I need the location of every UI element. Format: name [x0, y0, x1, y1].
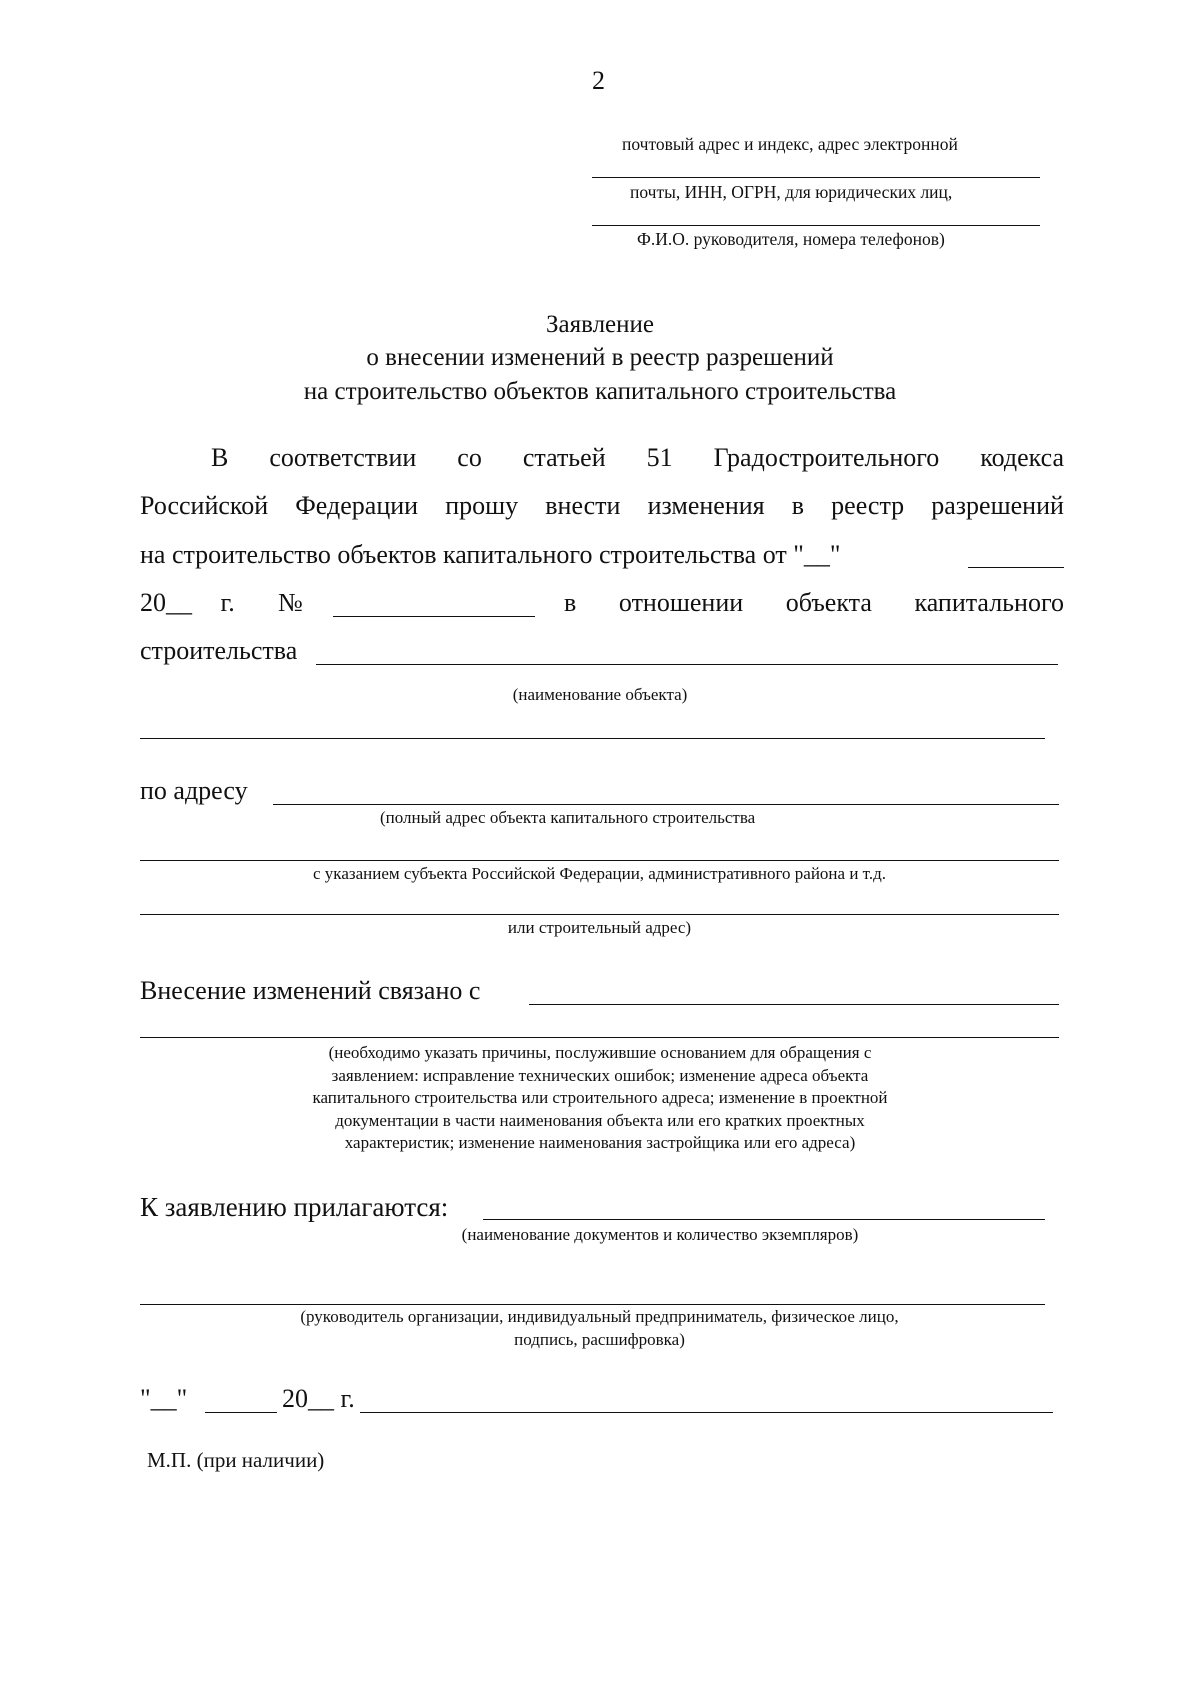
address-caption-3: или строительный адрес) — [507, 918, 692, 937]
changes-reason-field-1[interactable] — [529, 1004, 1059, 1005]
changes-caption-line: характеристик; изменение наименования застройщика или его адреса) — [344, 1133, 856, 1152]
changes-caption-line: (необходимо указать причины, послужившие основанием для обращения с — [328, 1043, 872, 1062]
changes-caption — [180, 1042, 1020, 1155]
permit-number-field[interactable] — [333, 616, 535, 617]
body-row-4-number-sign: № — [278, 588, 303, 617]
header-line-1: почтовый адрес и индекс, адрес электронной — [622, 134, 958, 154]
header-line-2: почты, ИНН, ОГРН, для юридических лиц, — [630, 182, 953, 202]
changes-caption-line: документации в части наименования объекта или его кратких проектных — [335, 1110, 865, 1130]
signature-caption-2: подпись, расшифровка) — [514, 1330, 685, 1349]
header-rule-1 — [592, 177, 1040, 178]
object-name-field-2[interactable] — [140, 738, 1045, 739]
word: изменения — [647, 491, 765, 520]
attachments-field[interactable] — [483, 1219, 1045, 1220]
address-field-3[interactable] — [140, 914, 1059, 915]
changes-caption-line: заявлением: исправление технических ошибок; изменение адреса объекта — [331, 1065, 869, 1085]
word: В — [211, 443, 229, 472]
header-line-3: Ф.И.О. руководителя, номера телефонов) — [637, 229, 945, 249]
word: со — [457, 443, 482, 472]
address-caption-1: (полный адрес объекта капитального строительства — [380, 808, 756, 827]
body-row-1 — [211, 443, 1064, 473]
word: прошу — [445, 491, 519, 520]
header-rule-2 — [592, 225, 1040, 226]
title-line-1: Заявление — [545, 311, 655, 338]
page-number: 2 — [592, 66, 605, 95]
title-line-3: на строительство объектов капитального строительства — [303, 378, 897, 405]
word: капитального — [914, 588, 1064, 617]
body-row-5: строительства — [140, 636, 298, 665]
word: соответствии — [269, 443, 417, 472]
word: кодекса — [980, 443, 1064, 472]
caption-object-name: (наименование объекта) — [512, 685, 688, 704]
address-label: по адресу — [140, 776, 248, 805]
address-field-2[interactable] — [140, 860, 1059, 861]
attachments-caption: (наименование документов и количество экземпляров) — [461, 1225, 859, 1244]
date-day: "__" — [140, 1384, 188, 1413]
changes-reason-field-2[interactable] — [140, 1037, 1059, 1038]
date-month-line[interactable] — [205, 1412, 277, 1413]
word: Градостроительного — [713, 443, 940, 472]
date-year: 20__ г. — [282, 1384, 355, 1413]
word: в — [564, 588, 577, 617]
changes-caption-line: капитального строительства или строительного адреса; изменение в проектной — [312, 1088, 888, 1107]
stamp-note: М.П. (при наличии) — [147, 1448, 325, 1472]
word: в — [791, 491, 805, 520]
body-row-2 — [140, 491, 1064, 521]
changes-label: Внесение изменений связано с — [140, 976, 481, 1005]
word: 51 — [646, 443, 673, 472]
address-caption-2: с указанием субъекта Российской Федерации, административного района и т.д. — [313, 864, 886, 883]
signature-caption-1: (руководитель организации, индивидуальный предприниматель, физическое лицо, — [300, 1307, 899, 1326]
date-month-field[interactable] — [968, 567, 1064, 568]
attachments-label: К заявлению прилагаются: — [140, 1192, 449, 1222]
body-row-4-year: 20__ г. — [140, 588, 235, 617]
word: объекта — [785, 588, 872, 617]
word: статьей — [522, 443, 606, 472]
word: разрешений — [931, 491, 1064, 520]
signature-field[interactable] — [140, 1304, 1045, 1305]
title-line-2: о внесении изменений в реестр разрешений — [366, 344, 834, 371]
body-row-4-words — [564, 588, 1064, 618]
object-name-field[interactable] — [316, 664, 1058, 665]
address-field-1[interactable] — [273, 804, 1059, 805]
word: Российской — [140, 491, 269, 520]
word: внести — [545, 491, 621, 520]
word: отношении — [618, 588, 744, 617]
body-row-3: на строительство объектов капитального строительства от "__" — [140, 540, 841, 569]
word: Федерации — [295, 491, 419, 520]
word: реестр — [831, 491, 905, 520]
date-signature-line[interactable] — [360, 1412, 1053, 1413]
